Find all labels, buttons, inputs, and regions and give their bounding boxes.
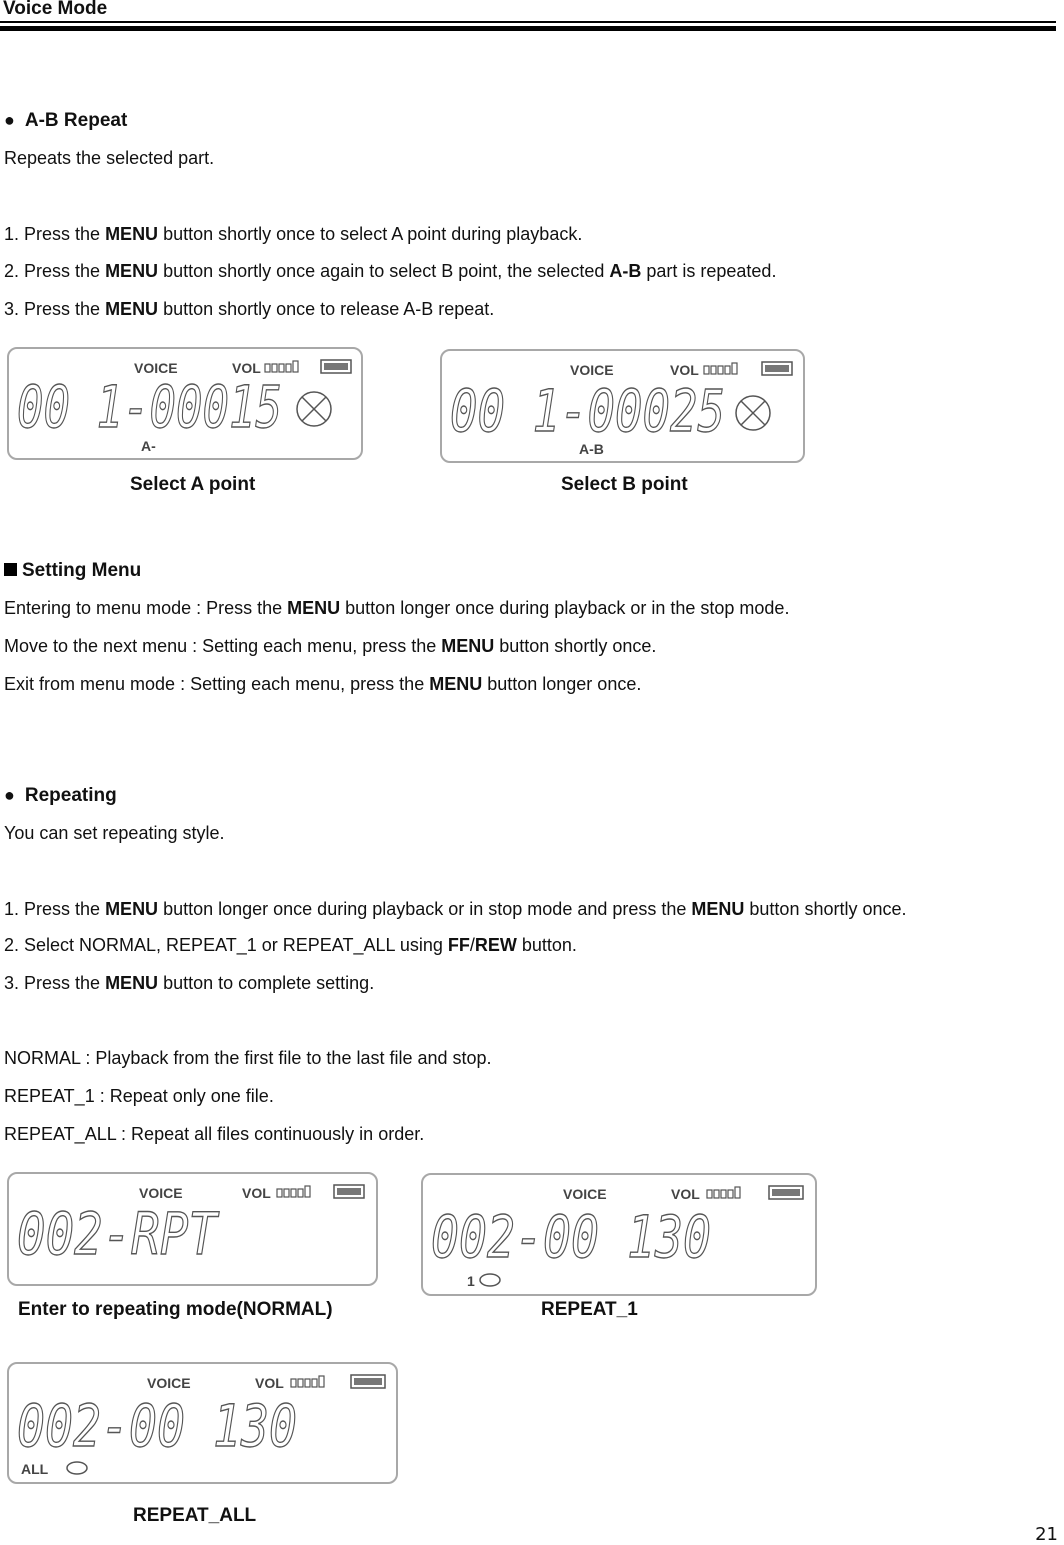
battery-icon <box>351 1375 385 1388</box>
lcd-display-graphic <box>9 1364 400 1486</box>
mode-repeat-all: REPEAT_ALL : Repeat all files continuously in order. <box>4 1124 425 1144</box>
setting-menu-heading <box>4 560 141 582</box>
setting-line-2: Move to the next menu : Setting each menu, press the MENU button shortly once. <box>4 636 657 656</box>
bullet-icon: ● <box>4 785 15 805</box>
repeating-heading <box>4 785 117 807</box>
volume-bars-icon <box>704 363 737 374</box>
caption-select-b-point: Select B point <box>561 474 688 495</box>
caption-select-a-point: Select A point <box>130 474 256 495</box>
repeating-title: Repeating <box>24 785 117 806</box>
bullet-icon: ● <box>4 110 15 130</box>
lcd-vol-label: VOL <box>670 362 699 378</box>
mode-normal: NORMAL : Playback from the first file to the last file and stop. <box>4 1048 492 1068</box>
volume-bars-icon <box>707 1187 740 1198</box>
lcd-display-graphic <box>9 1174 380 1288</box>
ab-step-1: 1. Press the MENU button shortly once to select A point during playback. <box>4 224 583 244</box>
square-bullet-icon <box>4 563 17 576</box>
lcd-vol-label: VOL <box>255 1375 284 1391</box>
lcd-vol-label: VOL <box>671 1186 700 1202</box>
lcd-sub-label: 1 <box>467 1273 475 1289</box>
lcd-display-graphic <box>442 351 807 465</box>
disc-icon <box>736 396 770 430</box>
page-header-title: Voice Mode <box>3 0 108 19</box>
caption-repeat-1: REPEAT_1 <box>541 1299 638 1320</box>
repeat-step-3: 3. Press the MENU button to complete setting. <box>4 973 375 993</box>
lcd-digits: 002-RPT <box>17 1200 220 1268</box>
lcd-digits: 00 1-00015 <box>17 373 282 441</box>
lcd-voice-label: VOICE <box>139 1185 183 1201</box>
mode-repeat-1: REPEAT_1 : Repeat only one file. <box>4 1086 274 1106</box>
repeat-loop-icon <box>480 1274 500 1286</box>
setting-line-1: Entering to menu mode : Press the MENU button longer once during playback or in the stop mode. <box>4 598 790 618</box>
lcd-voice-label: VOICE <box>570 362 614 378</box>
caption-enter-repeating-mode: Enter to repeating mode(NORMAL) <box>18 1299 333 1320</box>
lcd-digits: 002-00 130 <box>431 1203 711 1271</box>
lcd-repeat-normal <box>7 1172 378 1286</box>
lcd-display-graphic <box>9 349 365 462</box>
lcd-vol-label: VOL <box>232 360 261 376</box>
lcd-display-graphic <box>423 1175 819 1298</box>
battery-icon <box>769 1186 803 1199</box>
ab-repeat-heading <box>4 110 127 132</box>
lcd-digits: 00 1-00025 <box>450 377 725 445</box>
setting-line-3: Exit from menu mode : Setting each menu, press the MENU button longer once. <box>4 674 642 694</box>
caption-repeat-all: REPEAT_ALL <box>133 1505 257 1526</box>
lcd-sub-label: ALL <box>21 1461 49 1477</box>
setting-menu-title: Setting Menu <box>22 560 142 581</box>
header-rule-thin <box>0 21 1056 23</box>
lcd-repeat-1 <box>421 1173 817 1296</box>
ab-step-2: 2. Press the MENU button shortly once again to select B point, the selected A-B part is repeated. <box>4 261 777 281</box>
lcd-sub-label: A-B <box>579 441 604 457</box>
ab-step-3: 3. Press the MENU button shortly once to release A-B repeat. <box>4 299 495 319</box>
volume-bars-icon <box>291 1376 324 1387</box>
lcd-voice-label: VOICE <box>563 1186 607 1202</box>
lcd-repeat-all <box>7 1362 398 1484</box>
repeat-step-2: 2. Select NORMAL, REPEAT_1 or REPEAT_ALL using FF/REW button. <box>4 935 577 955</box>
lcd-vol-label: VOL <box>242 1185 271 1201</box>
disc-icon <box>297 392 331 426</box>
volume-bars-icon <box>277 1186 310 1197</box>
lcd-voice-label: VOICE <box>147 1375 191 1391</box>
lcd-select-b-point <box>440 349 805 463</box>
lcd-select-a-point <box>7 347 363 460</box>
battery-icon <box>762 362 792 375</box>
battery-icon <box>321 360 351 373</box>
battery-icon <box>334 1185 364 1198</box>
volume-bars-icon <box>265 361 298 372</box>
repeat-loop-icon <box>67 1462 87 1474</box>
repeating-description: You can set repeating style. <box>4 823 225 843</box>
lcd-voice-label: VOICE <box>134 360 178 376</box>
lcd-digits: 002-00 130 <box>17 1392 297 1460</box>
repeat-step-1: 1. Press the MENU button longer once during playback or in stop mode and press the MENU button shortly once. <box>4 899 907 919</box>
lcd-sub-label: A- <box>141 438 156 454</box>
ab-repeat-title: A-B Repeat <box>24 110 128 131</box>
header-rule-thick <box>0 26 1056 31</box>
ab-repeat-description: Repeats the selected part. <box>4 148 215 168</box>
page-number: 21 <box>1035 1524 1058 1545</box>
